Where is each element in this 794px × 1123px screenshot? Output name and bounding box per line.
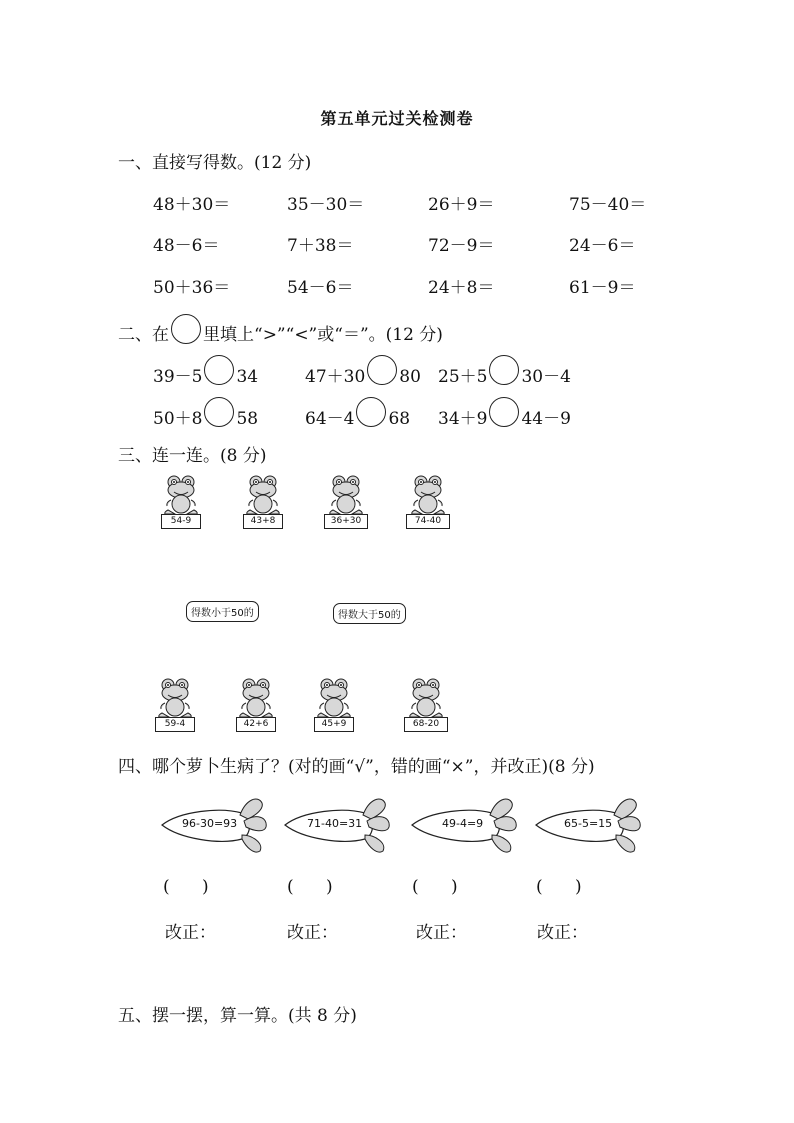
- compare-left: 34＋9: [438, 409, 488, 429]
- compare-left: 64－4: [305, 409, 355, 429]
- carrot-equation: 71-40=31: [307, 817, 363, 830]
- calc-item: 26＋9＝: [428, 195, 495, 215]
- calc-item: 35－30＝: [287, 195, 365, 215]
- carrot-card: [160, 795, 270, 855]
- section2-heading-post: 里填上“>”“<”或“＝”。(12 分): [203, 325, 443, 345]
- calc-item: 50＋36＝: [153, 278, 231, 298]
- section1-heading: 一、直接写得数。(12 分): [118, 153, 312, 173]
- frog-icon: [408, 677, 444, 717]
- compare-item: [153, 404, 258, 435]
- compare-item: [305, 362, 421, 393]
- frog-card[interactable]: [324, 474, 368, 529]
- answer-blank[interactable]: ( ): [287, 877, 333, 897]
- frog-icon: [163, 474, 199, 514]
- calc-item: 72－9＝: [428, 236, 495, 256]
- compare-circle[interactable]: [204, 397, 234, 427]
- compare-left: 50＋8: [153, 409, 203, 429]
- calc-item: 54－6＝: [287, 278, 354, 298]
- frog-expression: 59-4: [155, 717, 195, 732]
- calc-item: 48－6＝: [153, 236, 220, 256]
- calc-item: 75－40＝: [569, 195, 647, 215]
- answer-blank[interactable]: ( ): [163, 877, 209, 897]
- compare-right: 34: [236, 367, 259, 387]
- frog-card[interactable]: [236, 677, 276, 732]
- compare-right: 68: [388, 409, 411, 429]
- compare-circle[interactable]: [204, 355, 234, 385]
- answer-blank[interactable]: ( ): [412, 877, 458, 897]
- compare-left: 39－5: [153, 367, 203, 387]
- frog-card[interactable]: [243, 474, 283, 529]
- frog-card[interactable]: [404, 677, 448, 732]
- frog-icon: [238, 677, 274, 717]
- frog-icon: [245, 474, 281, 514]
- frog-icon: [410, 474, 446, 514]
- calc-item: 24＋8＝: [428, 278, 495, 298]
- frog-card[interactable]: [406, 474, 450, 529]
- compare-item: [305, 404, 410, 435]
- frog-expression: 43+8: [243, 514, 283, 529]
- section2-heading: [118, 320, 443, 351]
- compare-circle[interactable]: [489, 355, 519, 385]
- compare-left: 47＋30: [305, 367, 366, 387]
- carrot-equation: 96-30=93: [182, 817, 238, 830]
- frog-card[interactable]: [314, 677, 354, 732]
- correction-label: 改正：: [287, 923, 338, 943]
- correction-label: 改正：: [165, 923, 216, 943]
- calc-item: 61－9＝: [569, 278, 636, 298]
- compare-right: 44－9: [521, 409, 571, 429]
- frog-expression: 74-40: [406, 514, 450, 529]
- frog-expression: 54-9: [161, 514, 201, 529]
- compare-item: [438, 362, 571, 393]
- carrot-equation: 49-4=9: [442, 817, 484, 830]
- section4-heading: 四、哪个萝卜生病了？(对的画“√”，错的画“×”，并改正)(8 分): [118, 757, 595, 777]
- compare-circle[interactable]: [489, 397, 519, 427]
- compare-item: [438, 404, 571, 435]
- correction-label: 改正：: [537, 923, 588, 943]
- compare-right: 80: [399, 367, 421, 387]
- category-label-greater[interactable]: 得数大于50的: [333, 603, 406, 624]
- frog-expression: 45+9: [314, 717, 354, 732]
- frog-expression: 68-20: [404, 717, 448, 732]
- section3-heading: 三、连一连。(8 分): [118, 446, 267, 466]
- frog-icon: [328, 474, 364, 514]
- calc-item: 24－6＝: [569, 236, 636, 256]
- compare-left: 25＋5: [438, 367, 488, 387]
- section5-heading: 五、摆一摆，算一算。(共 8 分): [118, 1006, 357, 1026]
- carrot-card: [283, 795, 393, 855]
- calc-item: 7＋38＝: [287, 236, 354, 256]
- calc-item: 48＋30＝: [153, 195, 231, 215]
- page-title: 第五单元过关检测卷: [320, 109, 474, 128]
- frog-card[interactable]: [155, 677, 195, 732]
- frog-card[interactable]: [161, 474, 201, 529]
- frog-expression: 36+30: [324, 514, 368, 529]
- circle-icon: [171, 314, 201, 344]
- frog-icon: [157, 677, 193, 717]
- compare-circle[interactable]: [356, 397, 386, 427]
- compare-circle[interactable]: [367, 355, 397, 385]
- section2-heading-pre: 二、在: [118, 325, 169, 345]
- carrot-card: [534, 795, 644, 855]
- compare-right: 30－4: [521, 367, 571, 387]
- category-label-less[interactable]: 得数小于50的: [186, 601, 259, 622]
- frog-icon: [316, 677, 352, 717]
- carrot-equation: 65-5=15: [564, 817, 613, 830]
- correction-label: 改正：: [416, 923, 467, 943]
- compare-right: 58: [236, 409, 259, 429]
- compare-item: [153, 362, 258, 393]
- carrot-card: [410, 795, 520, 855]
- answer-blank[interactable]: ( ): [536, 877, 582, 897]
- frog-expression: 42+6: [236, 717, 276, 732]
